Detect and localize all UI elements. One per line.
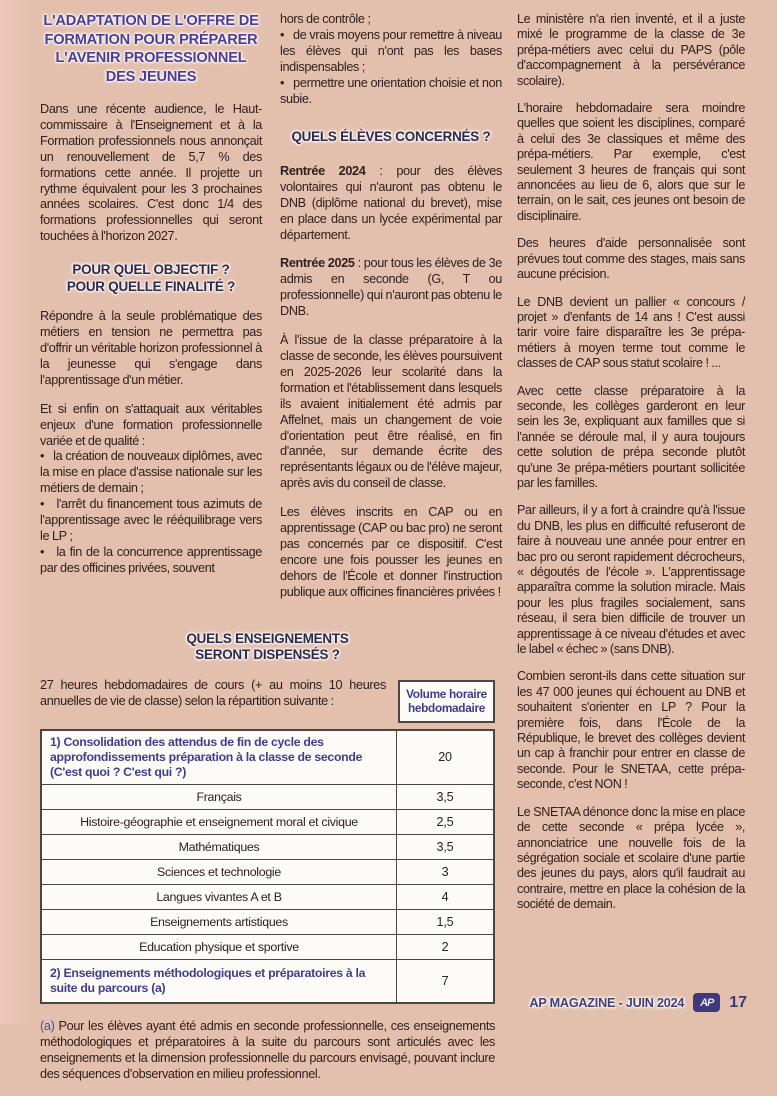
footnote-marker: (a) [40,1019,55,1034]
paragraph [280,164,502,244]
table-cell-label: Histoire-géographie et enseignement moral et civique [80,814,358,829]
table-cell-label: Français [196,789,242,804]
table-cell-label: Langues vivantes A et B [156,889,282,904]
paragraph: Le SNETAA dénonce donc la mise en place de cette seconde « prépa lycée », annonciatrice une nouvelle fois de la ségrégation sociale et scolaire d'une partie des jeunes du pays, alors qu'il faudrait au contraire, mettre en place la cohésion de la société de demain. [517,804,745,912]
paragraph-lead: Rentrée 2024 [280,163,366,178]
heading-line: POUR QUELLE FINALITÉ ? [66,278,236,294]
bullet-item: • l'arrêt du financement tous azimuts de l'apprentissage avec le rééquilibrage vers le LP ; [40,497,262,543]
table-cell-value: 3,5 [396,785,493,809]
left-region [40,8,502,1096]
table-cell-value: 2 [396,935,493,959]
table-cell-value: 1,5 [396,910,493,934]
section-heading-eleves [280,129,502,146]
paragraph-lead: Rentrée 2025 [280,256,355,271]
text-columns [40,8,502,614]
table-cell-value: 20 [396,731,493,785]
paragraph: Combien seront-ils dans cette situation sur les 47 000 jeunes qui échouent au DNB et souhaitent s'orienter en LP ? Pour la première fois, dans l'École de la République, le brevet des collèges devient un cap à franchir pour entrer en classe de seconde. Pour le SNETAA, cette prépa-seconde, c'est NON ! [517,669,745,792]
bullet-item: • la création de nouveaux diplômes, avec la mise en place d'assise nationale sur les métiers de demain ; [40,449,262,496]
heading-line: QUELS ENSEIGNEMENTS [186,630,349,646]
heading-line: POUR QUEL OBJECTIF ? [72,262,230,278]
table-row [42,731,493,785]
table-cell-label: 2) Enseignements méthodologiques et préparatoires à la suite du parcours (a) [50,966,366,996]
paragraph: Le ministère n'a rien inventé, et il a juste mixé le programme de la classe de 3e prépa-métiers avec celui du PAPS (pôle d'accompagnement à la persévérance scolaire). [517,12,745,88]
table-header-volume-horaire: Volume horaire hebdomadaire [398,680,495,723]
paragraph: Avec cette classe préparatoire à la seconde, les collèges garderont en leur sein les 3e, expliquant aux familles que si l'année se déroule mal, il y aura toujours cette solution de prépa seconde plutôt qu'une 3e prépa-métiers pourtant sollicitée par les familles. [517,383,745,490]
magazine-name: AP MAGAZINE - JUIN 2024 [529,995,685,1010]
paragraph-rest: : pour des élèves volontaires qui n'auront pas obtenu le DNB (diplôme national du brevet), mise en place dans un lycée expérimental par département. [280,163,502,242]
hours-table [40,729,495,1005]
paragraph: Et si enfin on s'attaquait aux véritables enjeux d'une formation professionnelle variée et de qualité : [40,401,262,448]
paragraph [280,256,502,320]
heading-line: QUELS ÉLÈVES CONCERNÉS ? [291,129,491,145]
table-intro-text: 27 heures hebdomadaires de cours (+ au moins 10 heures annuelles de vie de classe) selon la répartition suivante : [40,677,386,708]
page-number: 17 [729,993,747,1011]
bullet-item: • permettre une orientation choisie et non subie. [280,75,502,106]
table-cell-label: 1) Consolidation des attendus de fin de cycle des approfondissements préparation à la classe de seconde (C'est quoi ? C'est qui ?) [50,734,363,779]
footnote-text: Pour les élèves ayant été admis en seconde professionnelle, ces enseignements méthodologiques et préparatoires à la suite du parcours sont articulés avec les enseignements et la dimension professionnelle du parcours envisagé, pouvant inclure des séquences d'observation en milieu professionnel. [40,1019,495,1081]
bullet-item: • la fin de la concurrence apprentissage par des officines privées, souvent [40,544,262,575]
paragraph: Des heures d'aide personnalisée sont prévues tout comme des stages, mais sans aucune précision. [517,236,745,282]
paragraph-continuation: hors de contrôle ; [280,12,371,26]
table-cell-value: 3 [396,860,493,884]
table-cell-label: Enseignements artistiques [150,914,288,929]
bullet-item: • de vrais moyens pour remettre à niveau les élèves qui n'ont pas les bases indispensables ; [280,27,502,74]
section-heading-objectif [40,262,262,295]
table-row [42,834,493,859]
paragraph-rest: : pour tous les élèves de 3e admis en seconde (G, T ou professionnelle) qui n'auront pas obtenu le DNB. [280,256,502,319]
table-row [42,859,493,884]
table-row [42,809,493,834]
paragraph: Le DNB devient un pallier « concours / projet » d'enfants de 14 ans ! C'est aussi tarir voire faire disparaître les 3e prépa-métiers à moyen terme tout comme le classes de CAP sous statut scolaire ! ... [517,294,745,371]
table-row [42,884,493,909]
paragraph: Par ailleurs, il y a fort à craindre qu'à l'issue du DNB, les plus en difficulté refuseront de faire à nouveau une année pour entrer en bac pro ou seront rapidement décrocheurs, « dégoutés de l'école ». L'apprentissage apparaîtra comme la solution miracle. Mais pour les plus fragiles socialement, sans réseau, il sera bien difficile de trouver un apprentissage à ce niveau d'études et avec le label « échec » (sans DNB). [517,503,745,657]
table-row [42,959,493,1002]
table-row [42,934,493,959]
article-title: L'ADAPTATION DE L'OFFRE DE FORMATION POUR PRÉPARER L'AVENIR PROFESSIONNEL DES JEUNES [43,13,259,85]
table-cell-value: 4 [396,885,493,909]
column-1 [40,8,262,614]
table-footnote [40,1019,495,1083]
table-intro-row [40,678,495,723]
table-cell-value: 7 [396,960,493,1002]
paragraph: À l'issue de la classe préparatoire à la classe de seconde, les élèves poursuivent en 2025-2026 leur scolarité dans la formation et l'établissement dans lesquels ils avaient initialement été admis par Affelnet, mais un changement de voie d'orientation peut être réalisé, en fin d'année, sur demande écrite des représentants légaux ou de l'élève majeur, après avis du conseil de classe. [280,333,502,491]
page-footer [529,993,747,1012]
ap-logo-icon: AP [693,993,720,1012]
column-3 [517,8,745,1096]
paragraph: Dans une récente audience, le Haut-commissaire à l'Enseignement et à la Formation professionnels nous annonçait un renouvellement de 5,7 % des formations cette année. Il projette un rythme équivalent pour les 3 prochaines années scolaires. C'est donc 1/4 des formations professionnelles qui seront touchées à l'horizon 2027. [40,102,262,244]
paragraph: L'horaire hebdomadaire sera moindre quelles que soient les disciplines, comparé à celui des 3e classiques et même des prépa-métiers. Par exemple, c'est seulement 3 heures de français qui sont annoncées au lieu de 6, alors que sur le terrain, on le sait, ces jeunes ont besoin de disciplinaire. [517,101,745,223]
table-row [42,909,493,934]
table-cell-label: Sciences et technologie [157,864,281,879]
table-cell-label: Mathématiques [178,839,260,854]
table-row [42,784,493,809]
table-cell-value: 2,5 [396,810,493,834]
heading-line: SERONT DISPENSÉS ? [195,647,340,663]
table-cell-label: Education physique et sportive [139,939,299,954]
paragraph: Répondre à la seule problématique des métiers en tension ne permettra pas d'offrir un véritable horizon professionnel à la jeunesse qui s'engage dans l'apprentissage d'un métier. [40,309,262,387]
column-2 [280,8,502,614]
table-cell-value: 3,5 [396,835,493,859]
section-heading-enseignements [40,631,495,664]
paragraph: Les élèves inscrits en CAP ou en apprentissage (CAP ou bac pro) ne seront pas concernés par ce dispositif. C'est encore une fois pousser les jeunes en dehors de l'École et donner l'instruction publique aux officines financières privées ! [280,505,502,599]
